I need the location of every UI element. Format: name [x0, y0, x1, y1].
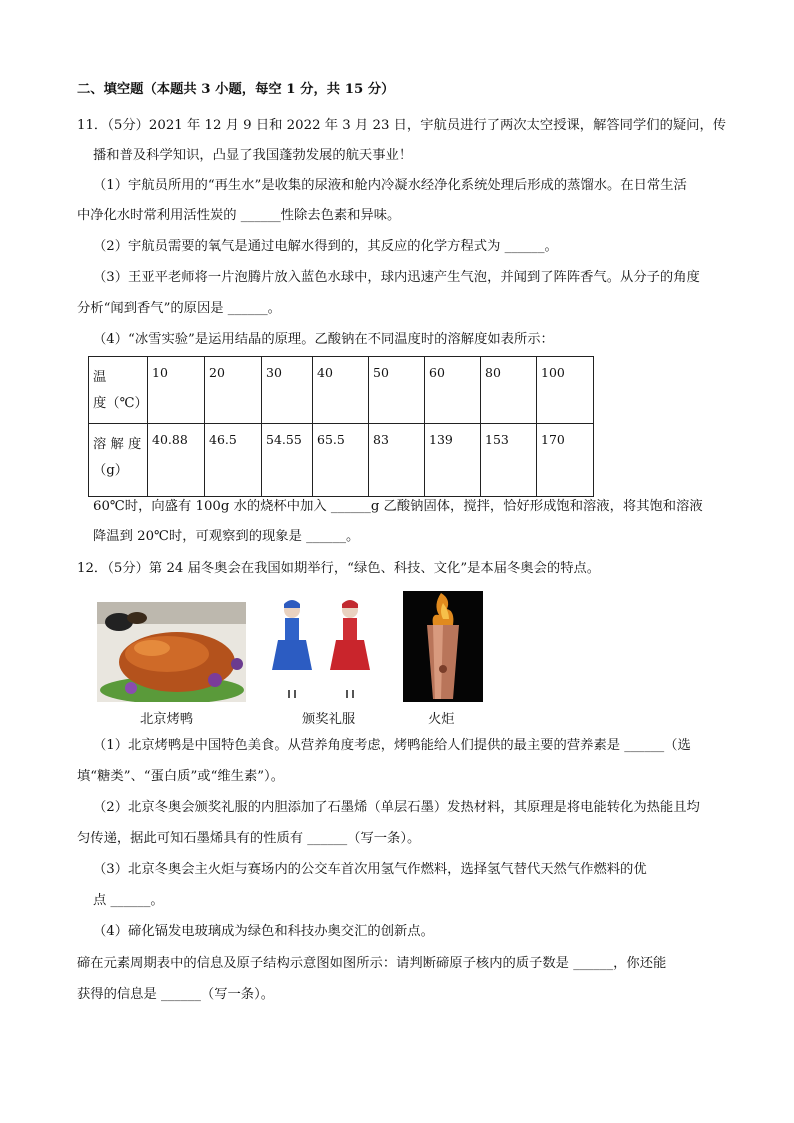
table-cell: 60 — [425, 357, 481, 424]
q11-part1-line1: （1）宇航员所用的“再生水”是收集的尿液和舱内冷凝水经净化系统处理后形成的蒸馏水。在日常生活 — [93, 178, 687, 193]
table-cell: 80 — [481, 357, 537, 424]
table-cell: 30 — [262, 357, 313, 424]
q11-stem-line1: 11．（5分）2021 年 12 月 9 日和 2022 年 3 月 23 日，宇航员进行了两次太空授课，解答同学们的疑问，传 — [77, 118, 727, 133]
table-cell: 46.5 — [205, 424, 262, 497]
q12-part4: （4）碲化镉发电玻璃成为绿色和科技办奥交汇的创新点。 — [93, 924, 434, 939]
q12-part2-line1: （2）北京冬奥会颁奖礼服的内胆添加了石墨烯（单层石墨）发热材料，其原理是将电能转化为热能且均 — [93, 800, 700, 815]
q12-part3-line1: （3）北京冬奥会主火炬与赛场内的公交车首次用氢气作燃料，选择氢气替代天然气作燃料的优 — [93, 862, 647, 877]
q11-part3-line2: 分析“闻到香气”的原因是 ______。 — [77, 301, 281, 316]
q12-part1-line2: 填“糖类”、“蛋白质”或“维生素”）。 — [77, 769, 284, 784]
table-cell: 40.88 — [148, 424, 205, 497]
table-cell: 65.5 — [313, 424, 369, 497]
q11-part2: （2）宇航员需要的氧气是通过电解水得到的，其反应的化学方程式为 ______。 — [93, 239, 558, 254]
table-cell: 54.55 — [262, 424, 313, 497]
q11-part4: （4）“冰雪实验”是运用结晶的原理。乙酸钠在不同温度时的溶解度如表所示： — [93, 332, 554, 347]
q12-part5-line2: 获得的信息是 ______（写一条）。 — [77, 987, 275, 1002]
q12-stem: 12．（5分）第 24 届冬奥会在我国如期举行，“绿色、科技、文化”是本届冬奥会的特点。 — [77, 561, 601, 576]
caption-peking-duck: 北京烤鸭 — [140, 712, 194, 727]
torch-image — [403, 591, 483, 702]
q11-after-table-line2: 降温到 20℃时，可观察到的现象是 ______。 — [93, 529, 360, 544]
q12-part1-line1: （1）北京烤鸭是中国特色美食。从营养角度考虑，烤鸭能给人们提供的最主要的营养素是 ______（选 — [93, 738, 691, 753]
q11-stem-line2: 播和普及科学知识，凸显了我国蓬勃发展的航天事业！ — [93, 148, 413, 163]
table-solubility-header: 溶 解 度（g） — [89, 424, 148, 497]
q12-part5-line1: 碲在元素周期表中的信息及原子结构示意图如图所示：请判断碲原子核内的质子数是 ______，你还能 — [77, 956, 667, 971]
table-cell: 100 — [537, 357, 594, 424]
q11-part3-line1: （3）王亚平老师将一片泡腾片放入蓝色水球中，球内迅速产生气泡，并闻到了阵阵香气。从分子的角度 — [93, 270, 700, 285]
table-cell: 50 — [369, 357, 425, 424]
section-title: 二、填空题（本题共 3 小题，每空 1 分，共 15 分） — [77, 82, 395, 97]
award-costume-image — [268, 598, 376, 704]
caption-torch: 火炬 — [428, 712, 455, 727]
table-cell: 153 — [481, 424, 537, 497]
table-cell: 139 — [425, 424, 481, 497]
q11-after-table-line1: 60℃时，向盛有 100g 水的烧杯中加入 ______g 乙酸钠固体，搅拌，恰好形成饱和溶液，将其饱和溶液 — [93, 499, 703, 514]
table-cell: 20 — [205, 357, 262, 424]
caption-award-costume: 颁奖礼服 — [302, 712, 356, 727]
q12-part3-line2: 点 ______。 — [93, 893, 164, 908]
solubility-table — [88, 356, 594, 497]
table-cell: 40 — [313, 357, 369, 424]
table-cell: 170 — [537, 424, 594, 497]
q12-part2-line2: 匀传递，据此可知石墨烯具有的性质有 ______（写一条）。 — [77, 831, 421, 846]
table-cell: 83 — [369, 424, 425, 497]
peking-duck-image — [97, 602, 246, 702]
q11-part1-line2: 中净化水时常利用活性炭的 ______性除去色素和异味。 — [77, 208, 401, 223]
table-cell: 10 — [148, 357, 205, 424]
table-temperature-header: 温 度（℃） — [89, 357, 148, 424]
